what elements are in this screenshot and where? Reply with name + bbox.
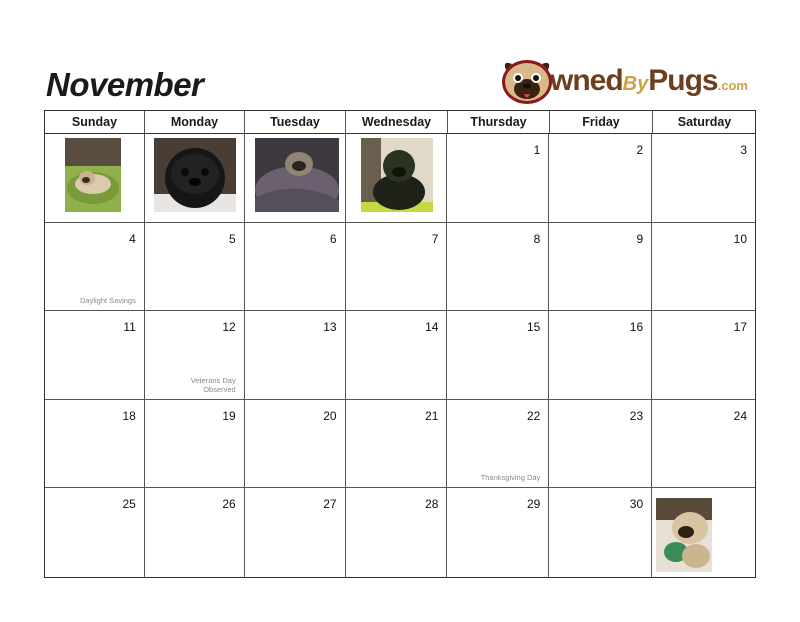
day-cell [346,223,448,311]
weekday-header-wednesday: Wednesday [346,111,448,133]
week-row [45,311,755,400]
weekday-header-saturday: Saturday [677,115,732,129]
day-number: 30 [629,497,644,512]
weekday-header-tuesday: Tuesday [245,111,346,133]
day-cell [652,311,755,399]
week-row [45,223,755,312]
black-pug-sitting-photo [361,138,433,212]
day-cell [652,223,755,311]
day-cell [45,400,145,488]
day-number: 1 [533,143,541,157]
day-number: 2 [636,143,644,157]
logo-word-wned: wned [550,64,623,97]
day-number: 7 [431,231,439,246]
day-number: 14 [425,320,439,335]
logo-wordmark [550,64,748,98]
day-cell [45,311,145,399]
day-number: 21 [425,408,439,423]
day-cell [245,134,346,222]
day-cell [45,223,145,311]
day-cell [346,400,448,488]
holiday-note: Thanksgiving Day [480,473,541,483]
day-cell [346,311,448,399]
black-pug-portrait-photo [154,138,236,212]
weekday-header-row [45,111,755,134]
weekday-header-thursday: Thursday [448,111,550,133]
logo-word-com: .com [717,78,748,93]
day-cell [45,134,145,222]
day-cell [549,134,652,222]
day-cell [447,400,549,488]
day-cell [145,134,245,222]
day-number: 17 [733,320,748,335]
day-cell [447,311,549,399]
logo-word-by: By [622,73,649,95]
day-number: 4 [129,231,136,246]
day-cell [346,488,448,578]
pug-face-logo-icon [500,56,554,106]
day-number: 3 [740,143,748,157]
day-number: 10 [733,231,748,246]
day-cell [45,488,145,578]
day-number: 16 [629,320,644,335]
day-cell [549,400,652,488]
day-number: 26 [222,497,236,512]
day-cell [549,223,652,311]
day-cell [245,311,346,399]
weekday-header-monday: Monday [145,111,245,133]
day-cell [447,223,549,311]
day-number: 12 [222,320,236,335]
pug-on-blanket-photo [255,138,339,212]
holiday-note: Veterans Day Observed [190,375,236,394]
week-row [45,400,755,489]
month-title: November [46,66,204,103]
day-cell [652,400,755,488]
day-cell [145,488,245,578]
weekday-header-friday: Friday [550,111,653,133]
day-cell [145,311,245,399]
day-number: 29 [526,497,541,512]
day-cell [549,311,652,399]
day-cell [245,400,346,488]
day-number: 25 [122,497,136,512]
day-cell [145,223,245,311]
day-number: 20 [323,408,337,423]
day-cell [549,488,652,578]
day-number: 23 [629,408,644,423]
day-cell [245,488,346,578]
day-number: 5 [229,231,236,246]
day-number: 22 [526,408,541,423]
day-cell [447,488,549,578]
day-cell [346,134,448,222]
day-number: 11 [123,320,136,335]
day-number: 9 [636,231,644,246]
month-calendar-grid [44,110,756,578]
calendar-weeks [45,134,755,578]
weekday-header-sunday: Sunday [45,111,145,133]
day-cell [447,134,549,222]
week-row [45,134,755,223]
day-number: 6 [329,231,337,246]
day-cell [245,223,346,311]
day-number: 19 [222,408,236,423]
day-number: 24 [733,408,748,423]
day-cell [652,488,755,578]
holiday-note: Daylight Savings [79,296,136,306]
day-cell [145,400,245,488]
day-number: 8 [533,231,541,246]
pug-in-bed-photo [65,138,121,212]
day-cell [652,134,755,222]
owned-by-pugs-logo [498,54,750,110]
fawn-pug-with-toy-photo [656,498,712,572]
week-row [45,488,755,578]
day-number: 28 [425,497,439,512]
day-number: 15 [526,320,541,335]
day-number: 27 [323,497,337,512]
logo-word-pugs: Pugs [648,64,718,97]
day-number: 18 [122,408,136,423]
day-number: 13 [323,320,337,335]
